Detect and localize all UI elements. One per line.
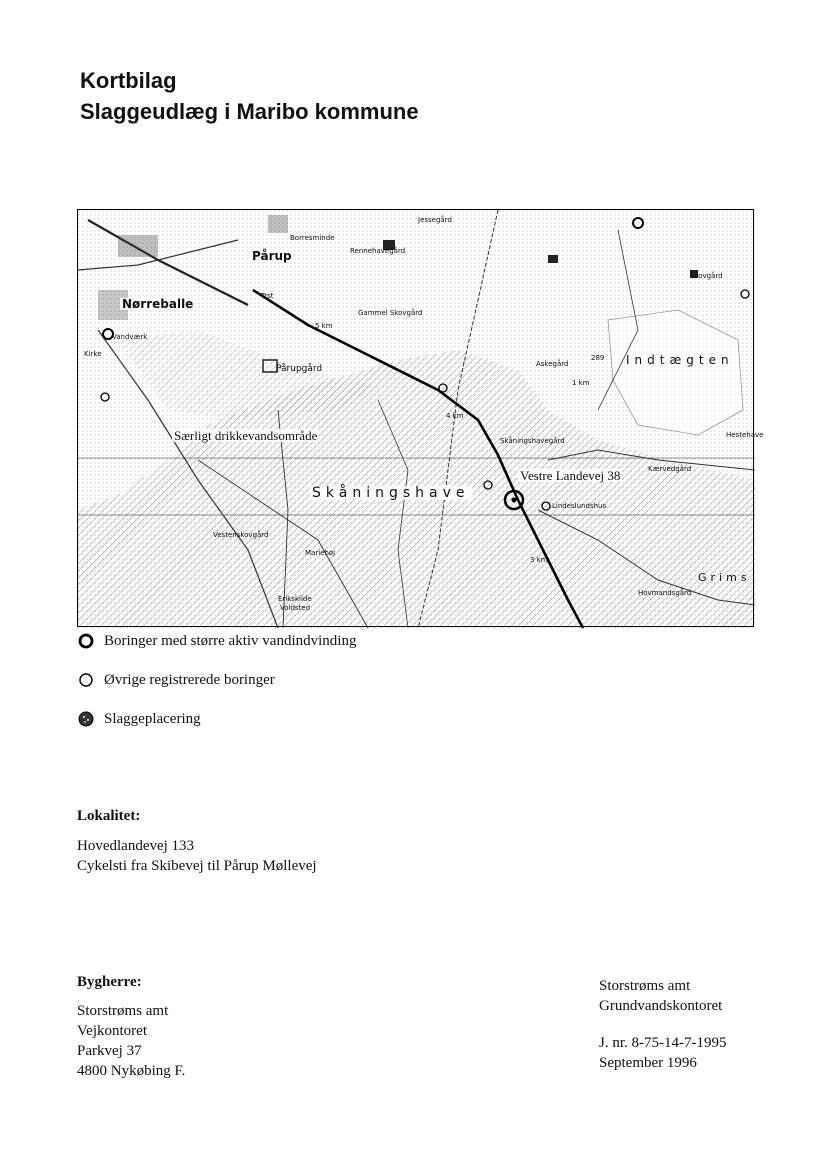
page-title: Kortbilag	[80, 68, 177, 93]
label-jessegaard: Jessegård	[418, 216, 452, 224]
label-hestehave: Hestehave	[726, 431, 764, 439]
lokalitet-line: Cykelsti fra Skibevej til Pårup Møllevej	[77, 858, 317, 874]
lokalitet-section	[77, 806, 317, 876]
label-drikkevandsomraade: Særligt drikkevandsområde	[174, 428, 318, 443]
location-map	[77, 209, 764, 627]
label-paarupgaard: Pårupgård	[276, 364, 323, 374]
label-kaervedgaard: Kærvedgård	[648, 465, 692, 473]
label-indtaegten: Indtægten	[626, 353, 734, 367]
filled-circle-icon	[77, 710, 95, 728]
bygherre-section	[77, 972, 185, 1081]
label-voldsted: Voldsted	[280, 604, 311, 612]
label-paarup: Pårup	[252, 249, 292, 263]
bygherre-line: Vejkontoret	[77, 1023, 147, 1039]
bygherre-line: 4800 Nykøbing F.	[77, 1063, 186, 1079]
site-center-marker	[512, 498, 517, 503]
label-vandvaerk: Vandværk	[112, 333, 148, 341]
label-erikskilde: Erikskilde	[278, 595, 312, 603]
label-km-1: 1 km	[572, 379, 590, 387]
label-km-5: 5 km	[315, 322, 333, 330]
label-borresminde: Borresminde	[290, 234, 335, 242]
legend-label: Slaggeplacering	[104, 710, 201, 727]
label-skovgaard: Skovgård	[690, 272, 723, 280]
legend-item-active-wells	[77, 631, 356, 651]
bygherre-line: Storstrøms amt	[77, 1003, 169, 1019]
label-vestre-landevej: Vestre Landevej 38	[520, 468, 621, 483]
bygherre-line: Parkvej 37	[77, 1043, 142, 1059]
label-kirke: Kirke	[84, 350, 102, 358]
label-grims: Grims	[698, 571, 751, 584]
label-lindeslundshus: Lindeslundshus	[552, 502, 607, 510]
legend-label: Boringer med større aktiv vandindvinding	[104, 632, 357, 649]
village-block	[118, 235, 158, 257]
issue-date: September 1996	[599, 1055, 697, 1071]
lokalitet-line: Hovedlandevej 133	[77, 838, 195, 854]
bygherre-heading: Bygherre:	[77, 974, 142, 990]
label-vestenskovgaard: Vestenskovgård	[213, 531, 269, 539]
label-skaaningshavegaard: Skåningshavegård	[500, 437, 565, 445]
farm-block	[548, 255, 558, 263]
issuer-section	[599, 976, 727, 1073]
legend-label: Øvrige registrerede boringer	[104, 671, 275, 688]
label-gammel-skovgaard: Gammel Skovgård	[358, 309, 423, 317]
farm-block	[268, 215, 288, 233]
label-mariehoej: Mariehøj	[305, 549, 336, 557]
map-drawing	[78, 210, 755, 628]
legend-item-slag	[77, 709, 201, 729]
journal-number: J. nr. 8-75-14-7-1995	[599, 1035, 727, 1051]
page-subtitle: Slaggeudlæg i Maribo kommune	[80, 99, 419, 124]
label-skaaningshave: Skåningshave	[312, 485, 470, 501]
issuer-line: Storstrøms amt	[599, 978, 691, 994]
thin-circle-icon	[77, 671, 95, 689]
label-km-4: 4 km	[446, 412, 464, 420]
label-noerreballe: Nørreballe	[122, 297, 194, 311]
issuer-line: Grundvandskontoret	[599, 998, 723, 1014]
lokalitet-heading: Lokalitet:	[77, 808, 141, 824]
label-rennehavegaard: Rennehavegård	[350, 247, 406, 255]
label-trst: Trst	[261, 292, 274, 300]
thick-circle-icon	[77, 632, 95, 650]
label-askegaard: Askegård	[536, 360, 569, 368]
label-km-3: 3 km	[530, 556, 548, 564]
label-road-289: 289	[591, 354, 605, 362]
legend-item-other-wells	[77, 670, 275, 690]
label-hovmandsgaard: Hovmandsgård	[638, 589, 692, 597]
